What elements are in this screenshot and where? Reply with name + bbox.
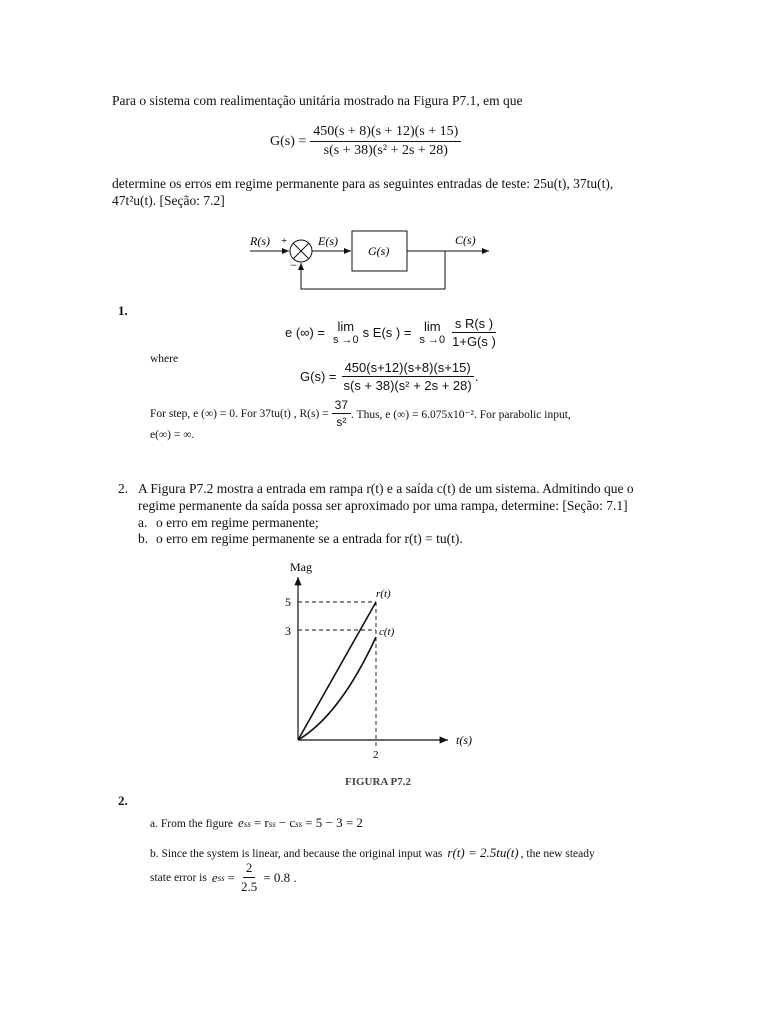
solution2-part-b-line1	[150, 845, 595, 861]
problem1-intro: Para o sistema com realimentação unitária mostrado na Figura P7.1, em que	[112, 93, 523, 108]
lim-1: lim	[337, 319, 355, 334]
part-a-r: = r	[253, 815, 269, 830]
diagram-block-label: G(s)	[368, 244, 390, 258]
part-b-denominator: 2.5	[240, 879, 258, 894]
part-a-c-sub: ss	[295, 819, 303, 829]
figure-r-label: r(t)	[376, 588, 391, 600]
problem1-determine-line1: determine os erros em regime permanente para as seguintes entradas de teste: 25u(t), 37tu(t),	[112, 176, 614, 191]
diagram-input-label: R(s)	[250, 234, 270, 248]
part-a-text: a. From the figure	[150, 818, 234, 830]
diagram-output-label: C(s)	[455, 233, 476, 247]
error-limit-equation	[285, 316, 499, 349]
problem2-item-b: o erro em regime permanente se a entrada for r(t) = tu(t).	[156, 531, 463, 546]
solution2-number: 2.	[118, 793, 128, 808]
solution2-part-b-line2	[150, 860, 297, 895]
figure-x-label: t(s)	[456, 733, 472, 747]
ramp-numerator: 37	[332, 398, 351, 414]
figure-r-curve	[298, 602, 376, 740]
g-lhs: G(s) =	[270, 133, 307, 149]
part-b-equals: =	[227, 869, 235, 885]
limit-fraction-denominator: 1+G(s )	[452, 334, 496, 349]
solution1-step-line	[150, 398, 571, 429]
problem2-number: 2.	[118, 481, 129, 496]
part-a-result: = 5 − 3 = 2	[305, 815, 363, 830]
solution1-number: 1.	[118, 303, 128, 318]
part-b-input: r(t) = 2.5tu(t)	[447, 845, 519, 860]
problem2-line2: regime permanente da saída possa ser aproximado por uma rampa, determine: [Seção: 7.1]	[138, 498, 628, 513]
g-denominator-2: s(s + 38)(s² + 2s + 28)	[343, 378, 472, 393]
limit-fraction-numerator: s R(s )	[452, 316, 496, 333]
step-text-b: . Thus, e (∞) = 6.075x10⁻². For parabolic input,	[351, 408, 571, 421]
lim-2-sub: s →0	[419, 334, 446, 346]
problem2-item-a-label: a.	[138, 515, 148, 530]
problem1-transfer-function	[270, 124, 461, 159]
g-numerator-2: 450(s+12)(s+8)(s+15)	[342, 360, 474, 377]
figure-x-tick: 2	[373, 749, 379, 761]
problem2-item-b-label: b.	[138, 531, 149, 546]
problem2-item-a: o erro em regime permanente;	[156, 515, 319, 530]
diagram-minus-sign: −	[290, 258, 297, 272]
solution2-part-a	[150, 815, 363, 831]
lim-1-sub: s →0	[332, 334, 359, 346]
solution1-where: where	[150, 353, 179, 365]
g-denominator: s(s + 38)(s² + 2s + 28)	[323, 143, 448, 158]
part-a-r-sub: ss	[268, 819, 276, 829]
diagram-plus-sign: +	[281, 235, 288, 247]
feedback-block-diagram	[245, 225, 495, 300]
part-b-text3: state error is	[150, 871, 207, 884]
figure-c-curve	[298, 637, 376, 740]
se-term: s E(s ) =	[362, 325, 412, 340]
solution1-transfer-function: G(s) = $\frac{450(s+12)(s+8)(s+15)}{\text{s(s + 38)(s² + 2s + 28)}}$ .	[300, 360, 479, 393]
figure-y-tick-5: 5	[285, 595, 291, 609]
einf-lhs: e (∞) =	[285, 325, 325, 340]
g-lhs-2: G(s) =	[300, 369, 337, 384]
part-b-result: = 0.8 .	[263, 869, 297, 885]
g-numerator: 450(s + 8)(s + 12)(s + 15)	[310, 124, 461, 142]
figure-caption: FIGURA P7.2	[345, 776, 411, 788]
problem1-determine-line2: 47t²u(t). [Seção: 7.2]	[112, 193, 225, 208]
ramp-denominator: s²	[336, 415, 347, 429]
part-a-c: − c	[278, 815, 296, 830]
step-text-a: For step, e (∞) = 0. For 37tu(t) , R(s) =	[150, 407, 329, 420]
lim-2: lim	[423, 319, 441, 334]
figure-y-label: Mag	[290, 560, 312, 574]
problem2-line1: A Figura P7.2 mostra a entrada em rampa r(t) e a saída c(t) de um sistema. Admitindo que o	[138, 481, 634, 496]
part-a-e-sub: ss	[243, 819, 251, 829]
part-a-e: e	[238, 815, 244, 830]
figure-y-tick-3: 3	[285, 624, 291, 638]
part-b-e-sub: ss	[217, 872, 225, 883]
figure-p7-2	[270, 555, 510, 790]
diagram-error-label: E(s)	[318, 234, 338, 248]
part-b-numerator: 2	[243, 860, 256, 878]
part-b-text: b. Since the system is linear, and because the original input was	[150, 848, 443, 860]
part-b-text2: , the new steady	[520, 848, 595, 860]
part-b-e: e	[211, 869, 218, 885]
figure-c-label: c(t)	[379, 626, 395, 638]
solution1-parabolic: e(∞) = ∞.	[150, 429, 195, 441]
g-fraction	[310, 124, 461, 159]
